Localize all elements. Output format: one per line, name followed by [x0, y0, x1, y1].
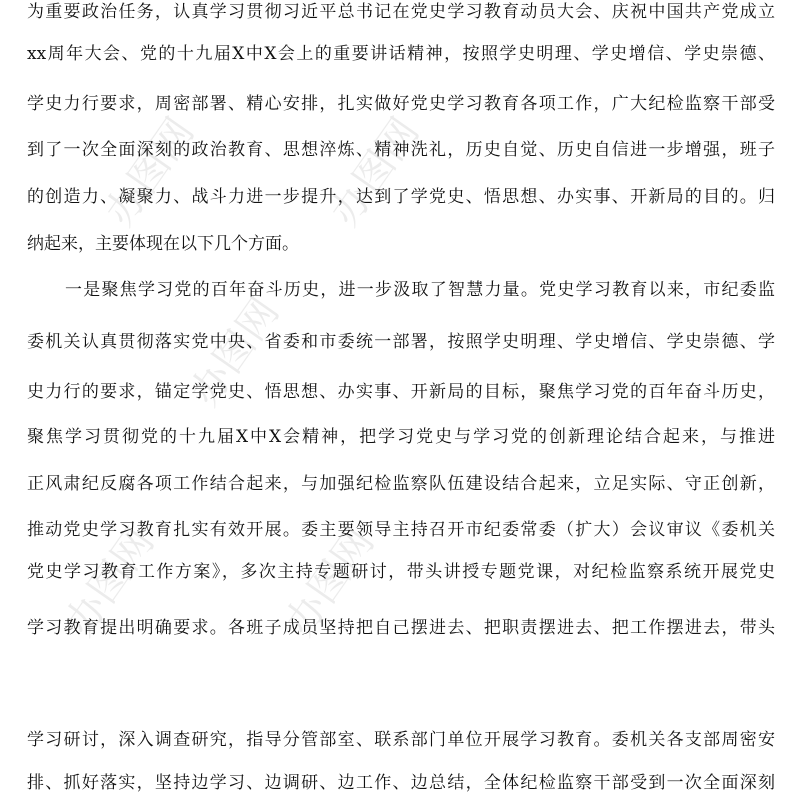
paragraph-line: 为重要政治任务，认真学习贯彻习近平总书记在党史学习教育动员大会、庆祝中国共产党成立	[27, 2, 775, 22]
paragraph-line: 党史学习教育工作方案》，多次主持专题研讨，带头讲授专题党课，对纪检监察系统开展党史	[27, 562, 775, 582]
paragraph-line: 推动党史学习教育扎实有效开展。委主要领导主持召开市纪委常委（扩大）会议审议《委机关	[27, 520, 775, 540]
watermark: 办图网	[276, 519, 384, 645]
paragraph-line: 学史力行要求，周密部署、精心安排，扎实做好党史学习教育各项工作，广大纪检监察干部受	[27, 94, 775, 114]
paragraph-line: 纳起来，主要体现在以下几个方面。	[27, 234, 299, 254]
paragraph-line: 排、抓好落实，坚持边学习、边调研、边工作、边总结，全体纪检监察干部受到一次全面深刻	[27, 773, 775, 793]
paragraph-line: 到了一次全面深刻的政治教育、思想淬炼、精神洗礼，历史自觉、历史自信进一步增强，班子	[27, 140, 775, 160]
paragraph-line: 一是聚焦学习党的百年奋斗历史，进一步汲取了智慧力量。党史学习教育以来，市纪委监	[65, 280, 775, 300]
watermark: 办图网	[96, 109, 204, 235]
paragraph-line: xx周年大会、党的十九届X中X会上的重要讲话精神，按照学史明理、学史增信、学史崇德、	[27, 44, 775, 64]
paragraph-line: 聚焦学习贯彻党的十九届X中X会精神，把学习党史与学习党的创新理论结合起来，与推进	[27, 427, 775, 447]
paragraph-line: 学习研讨，深入调查研究，指导分管部室、联系部门单位开展学习教育。委机关各支部周密安	[27, 730, 775, 750]
paragraph-line: 的创造力、凝聚力、战斗力进一步提升，达到了学党史、悟思想、办实事、开新局的目的。归	[27, 187, 775, 207]
paragraph-line: 史力行的要求，锚定学党史、悟思想、办实事、开新局的目标，聚焦学习党的百年奋斗历史，	[27, 382, 775, 402]
paragraph-line: 正风肃纪反腐各项工作结合起来，与加强纪检监察队伍建设结合起来，立足实际、守正创新，	[27, 474, 775, 494]
paragraph-line: 学习教育提出明确要求。各班子成员坚持把自己摆进去、把职责摆进去、把工作摆进去，带头	[27, 618, 775, 638]
paragraph-line: 委机关认真贯彻落实党中央、省委和市委统一部署，按照学史明理、学史增信、学史崇德、学	[27, 332, 775, 352]
watermark: 办图网	[181, 289, 289, 415]
watermark: 办图网	[56, 519, 164, 645]
watermark: 办图网	[321, 109, 429, 235]
